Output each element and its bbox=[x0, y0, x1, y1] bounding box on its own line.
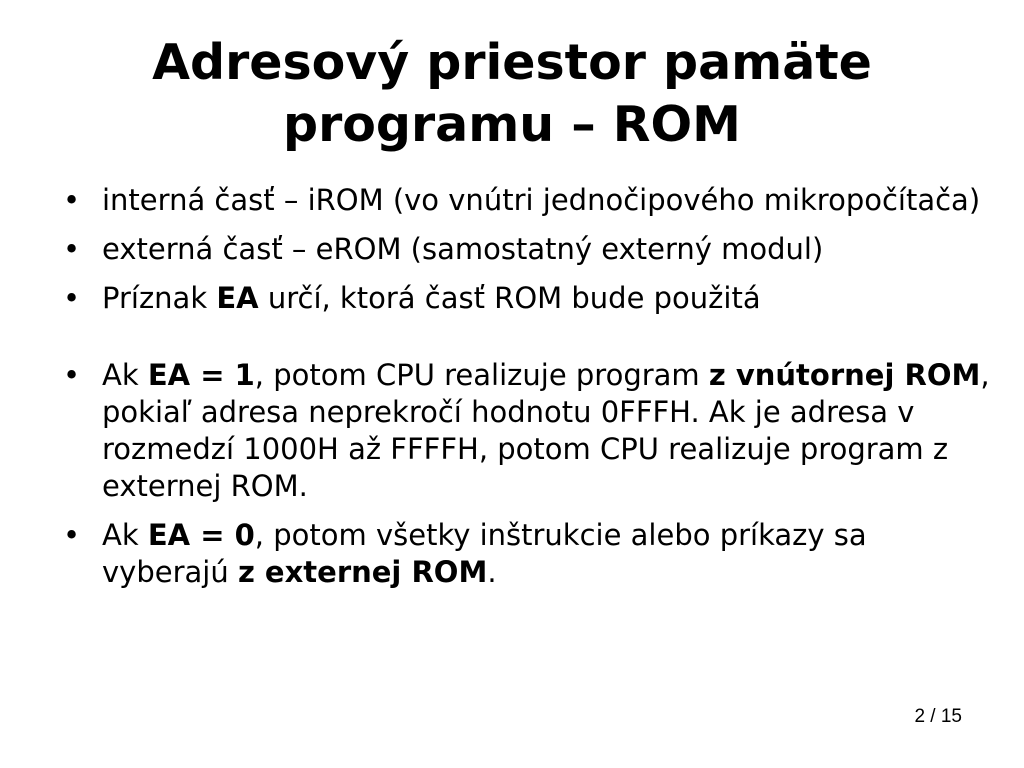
slide-title-line-2: programu – ROM bbox=[283, 96, 741, 153]
bullet-bold-text: EA = 1 bbox=[147, 358, 255, 392]
bullet-text: Príznak bbox=[102, 281, 217, 315]
bullet-bold-text: z vnútornej ROM bbox=[708, 358, 981, 392]
slide-title bbox=[0, 32, 1024, 156]
page-number bbox=[914, 706, 962, 728]
bullet-item-ea-0 bbox=[60, 517, 990, 591]
bullet-bold-text: z externej ROM bbox=[237, 555, 488, 589]
page-current: 2 bbox=[914, 706, 926, 727]
bullet-text: , potom CPU realizuje program bbox=[254, 358, 709, 392]
bullet-text: Ak bbox=[102, 518, 148, 552]
page-total: 15 bbox=[940, 706, 962, 727]
bullet-text: , pokiaľ adresa neprekročí hodnotu 0FFFH. Ak je adresa v rozmedzí 1000H až FFFFH, potom CPU realizuje program z externej ROM. bbox=[102, 358, 990, 503]
bullet-item-ea-1 bbox=[60, 357, 990, 505]
bullet-text: určí, ktorá časť ROM bude použitá bbox=[258, 281, 761, 315]
page-separator: / bbox=[930, 706, 936, 727]
bullet-text: . bbox=[487, 555, 497, 589]
slide-title-line-1: Adresový priestor pamäte bbox=[152, 34, 872, 91]
bullet-item-erom bbox=[60, 231, 990, 268]
bullet-text: interná časť – iROM (vo vnútri jednočipového mikropočítača) bbox=[102, 183, 981, 217]
bullet-item-irom bbox=[60, 182, 990, 219]
bullet-text: externá časť – eROM (samostatný externý modul) bbox=[102, 232, 824, 266]
bullet-bold-text: EA = 0 bbox=[147, 518, 255, 552]
bullet-text: , potom všetky inštrukcie alebo príkazy sa vyberajú bbox=[102, 518, 867, 589]
bullet-list bbox=[60, 182, 990, 603]
bullet-bold-text: EA bbox=[216, 281, 259, 315]
bullet-item-ea-flag bbox=[60, 280, 990, 317]
bullet-text: Ak bbox=[102, 358, 148, 392]
